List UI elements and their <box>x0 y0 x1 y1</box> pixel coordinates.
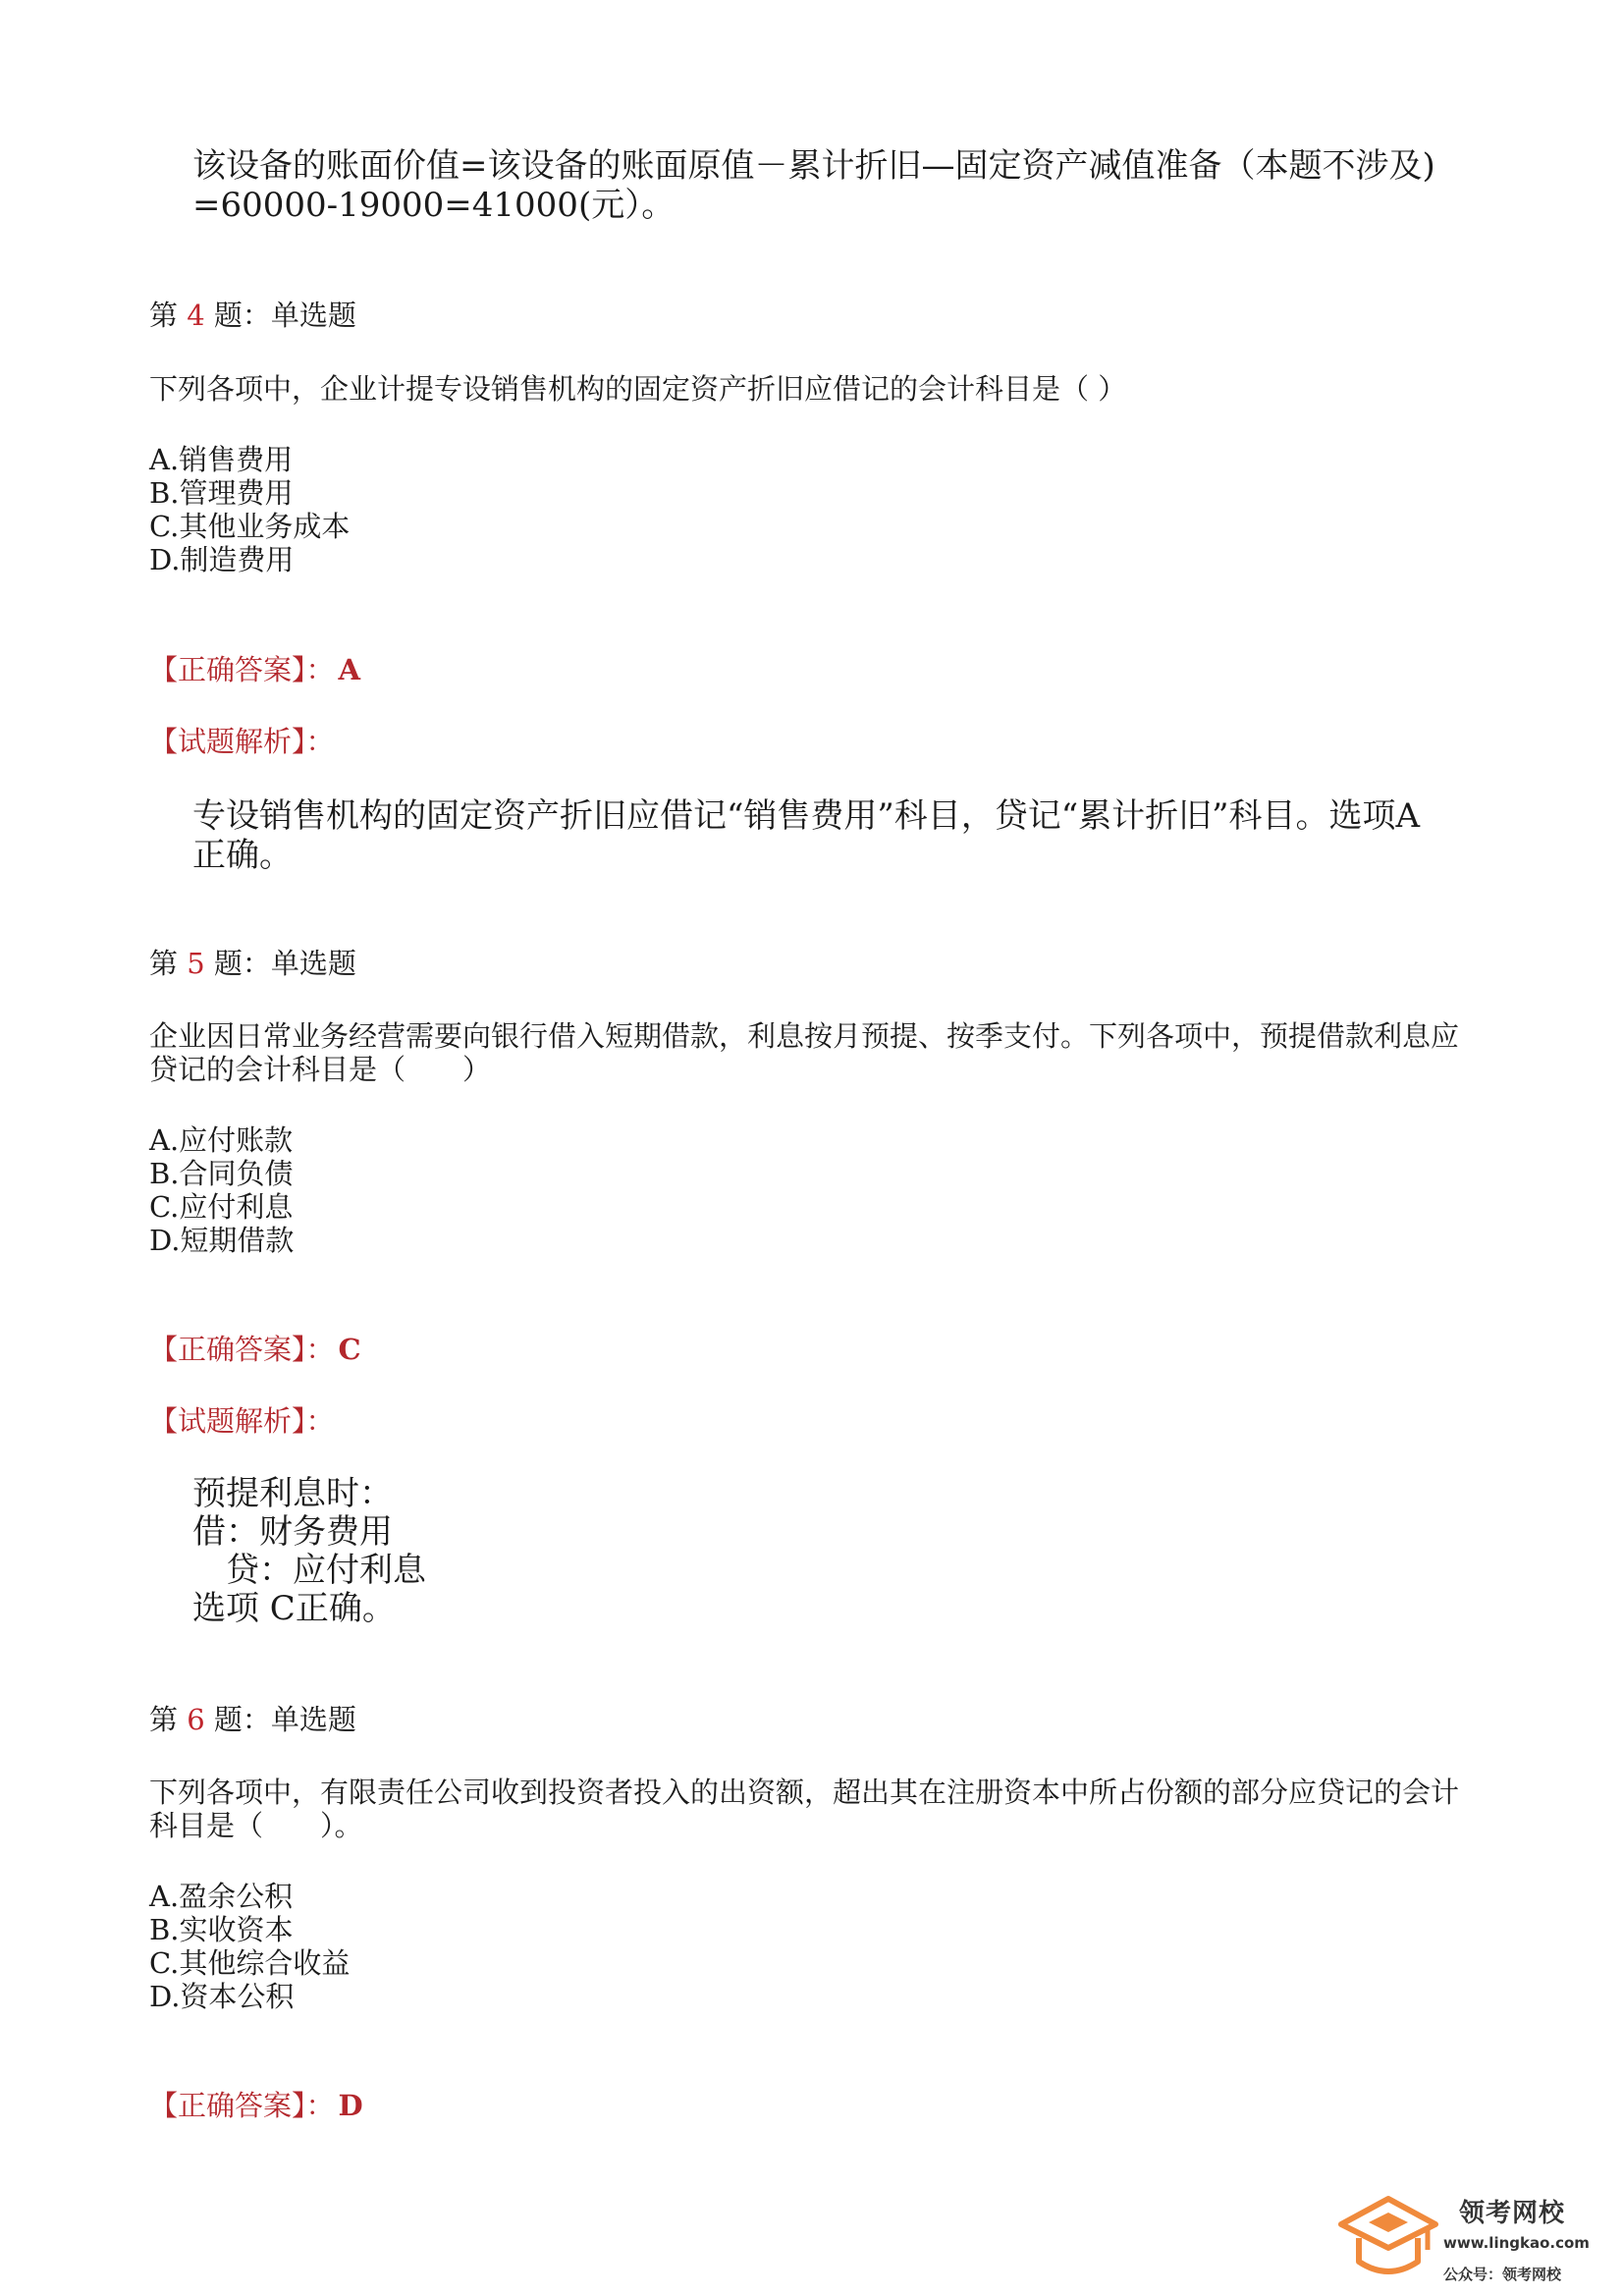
analysis-text: 预提利息时： <box>192 1474 393 1513</box>
question-number: 6 <box>187 1703 205 1736</box>
correct-answer: 【正确答案】： D <box>149 2089 363 2122</box>
option-b: B.实收资本 <box>149 1913 294 1946</box>
analysis-label: 【试题解析】： <box>149 725 335 758</box>
logo-wechat: 公众号：领考网校 <box>1443 2266 1562 2283</box>
analysis-label: 【试题解析】： <box>149 1404 335 1438</box>
question-stem: 下列各项中，企业计提专设销售机构的固定资产折旧应借记的会计科目是（ ） <box>149 372 1127 406</box>
logo-url: www.lingkao.com <box>1443 2234 1590 2252</box>
question-stem: 企业因日常业务经营需要向银行借入短期借款，利息按月预提、按季支付。下列各项中，预提借款利息应 <box>149 1019 1460 1053</box>
option-d: D.资本公积 <box>149 1980 295 2013</box>
option-a: A.应付账款 <box>149 1123 294 1157</box>
option-c: C.应付利息 <box>149 1190 294 1224</box>
analysis-text: 贷：应付利息 <box>192 1551 426 1590</box>
option-b: B.合同负债 <box>149 1157 294 1190</box>
question-stem: 科目是（ ）。 <box>149 1809 363 1842</box>
question-heading-6: 第 6 题：单选题 <box>149 1703 356 1736</box>
option-d: D.短期借款 <box>149 1224 295 1257</box>
question-number: 4 <box>187 299 205 332</box>
answer-value: A <box>338 653 361 686</box>
option-a: A.盈余公积 <box>149 1880 294 1913</box>
option-b: B.管理费用 <box>149 476 294 510</box>
option-c: C.其他综合收益 <box>149 1946 351 1980</box>
option-c: C.其他业务成本 <box>149 510 351 543</box>
lingkao-logo <box>1333 2185 1598 2288</box>
question-stem: 下列各项中，有限责任公司收到投资者投入的出资额，超出其在注册资本中所占份额的部分应贷记的会计 <box>149 1776 1460 1809</box>
question-heading-4: 第 4 题：单选题 <box>149 299 356 332</box>
explanation-line: =60000-19000=41000(元）。 <box>192 186 676 225</box>
explanation-line: 该设备的账面价值=该设备的账面原值－累计折旧—固定资产减值准备（本题不涉及) <box>192 146 1435 186</box>
option-a: A.销售费用 <box>149 443 294 476</box>
analysis-text: 正确。 <box>192 836 293 875</box>
answer-value: D <box>338 2089 363 2122</box>
question-stem: 贷记的会计科目是（ ） <box>149 1053 492 1086</box>
option-list <box>149 1123 294 1257</box>
correct-answer: 【正确答案】： A <box>149 653 361 686</box>
question-number: 5 <box>187 947 205 980</box>
option-d: D.制造费用 <box>149 543 295 576</box>
question-heading-5: 第 5 题：单选题 <box>149 947 356 980</box>
option-list <box>149 443 350 576</box>
graduation-cap-icon <box>1333 2185 1443 2283</box>
analysis-text: 专设销售机构的固定资产折旧应借记“销售费用”科目，贷记“累计折旧”科目。选项A <box>192 796 1421 836</box>
analysis-text: 选项 C正确。 <box>192 1589 396 1628</box>
logo-name: 领考网校 <box>1459 2199 1566 2228</box>
option-list <box>149 1880 350 2013</box>
correct-answer: 【正确答案】： C <box>149 1333 361 1366</box>
answer-value: C <box>338 1333 361 1366</box>
analysis-text: 借：财务费用 <box>192 1512 393 1552</box>
